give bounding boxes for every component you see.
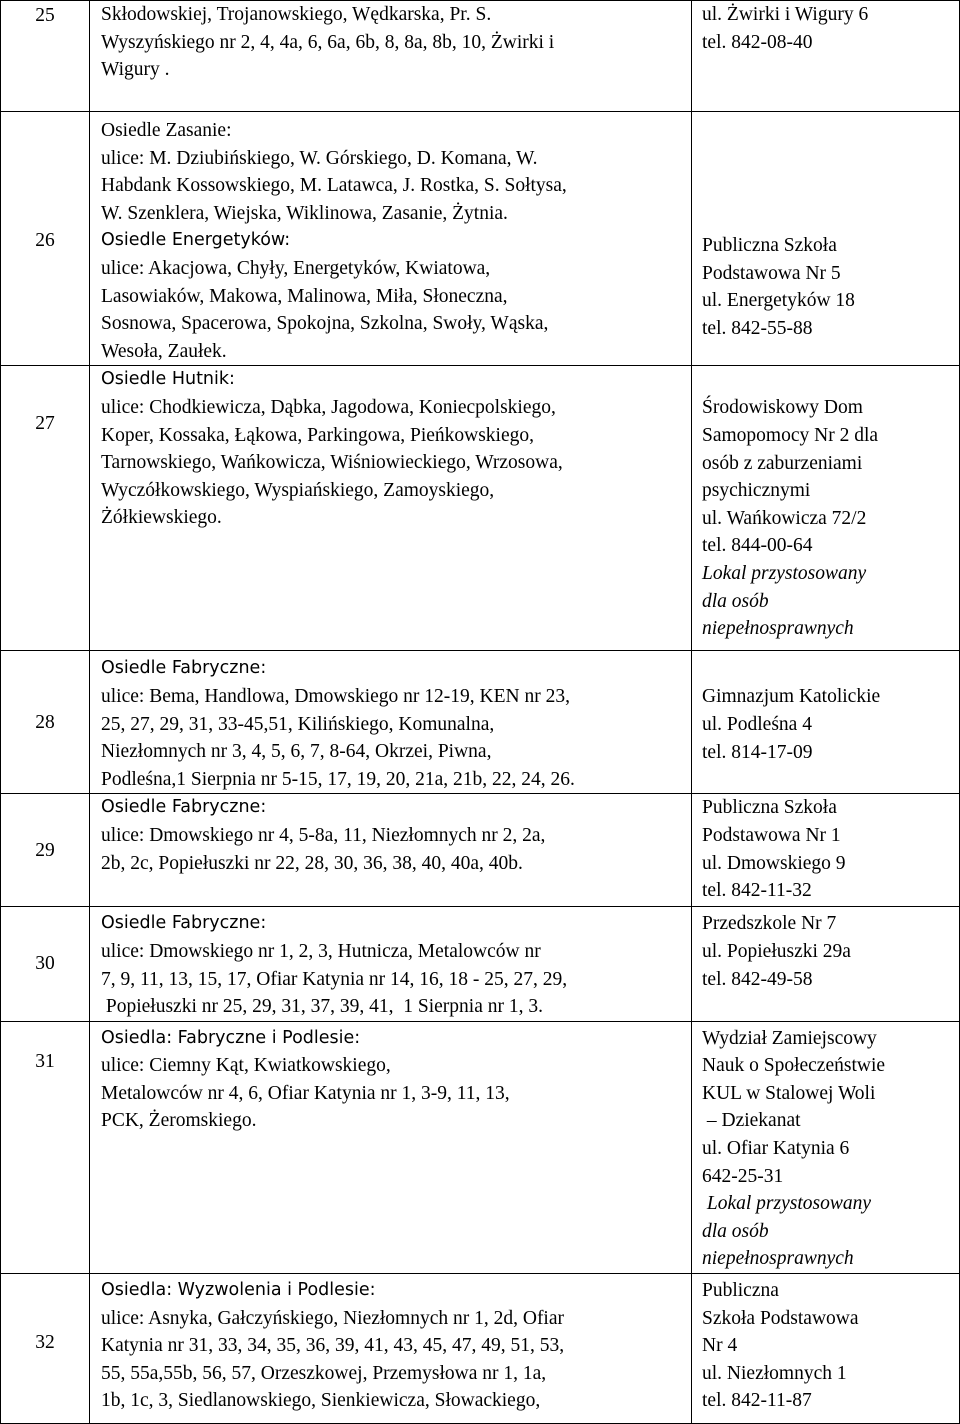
- district-heading: Osiedle Energetyków:: [101, 230, 291, 251]
- street-line: PCK, Żeromskiego.: [101, 1110, 257, 1132]
- streets-cell: [90, 1274, 692, 1424]
- street-line: ulice: Chodkiewicza, Dąbka, Jagodowa, Koniecpolskiego,: [101, 396, 556, 418]
- institution-line: tel. 842-11-87: [702, 1390, 812, 1412]
- institution-line: tel. 842-55-88: [702, 317, 813, 339]
- institution-cell: [692, 1274, 960, 1424]
- institution-line: Podstawowa Nr 5: [702, 262, 841, 284]
- accessibility-note: niepełnosprawnych: [702, 618, 854, 640]
- row-number: [1, 112, 90, 366]
- institution-line: ul. Dmowskiego 9: [702, 852, 846, 874]
- street-line: Lasowiaków, Makowa, Malinowa, Miła, Słoneczna,: [101, 285, 508, 307]
- row-number-text: 27: [35, 413, 55, 435]
- institution-line: tel. 842-11-32: [702, 880, 812, 902]
- street-line: 55, 55a,55b, 56, 57, Orzeszkowej, Przemysłowa nr 1, 1a,: [101, 1362, 547, 1384]
- district-heading: Osiedla: Wyzwolenia i Podlesie:: [101, 1280, 376, 1301]
- institution-cell: [692, 1, 960, 112]
- table-row: [1, 794, 960, 907]
- row-number-text: 25: [35, 5, 55, 26]
- institution-line: Publiczna Szkoła: [702, 797, 837, 819]
- street-line: 25, 27, 29, 31, 33-45,51, Kilińskiego, Komunalna,: [101, 713, 495, 735]
- row-number-text: 26: [35, 230, 55, 251]
- streets-cell: [90, 112, 692, 366]
- institution-cell: [692, 651, 960, 794]
- street-line: Wyszyńskiego nr 2, 4, 4a, 6, 6a, 6b, 8, 8a, 8b, 10, Żwirki i: [101, 31, 555, 53]
- district-heading: Osiedle Fabryczne:: [101, 913, 267, 934]
- row-number-text: 31: [35, 1050, 55, 1072]
- institution-line: Nr 4: [702, 1335, 738, 1357]
- institution-line: Publiczna: [702, 1280, 779, 1302]
- street-line: Tarnowskiego, Wańkowicza, Wiśniowieckiego, Wrzosowa,: [101, 452, 563, 474]
- street-line: ulice: Ciemny Kąt, Kwiatkowskiego,: [101, 1055, 391, 1077]
- institution-line: ul. Podleśna 4: [702, 713, 812, 735]
- institution-line: ul. Ofiar Katynia 6: [702, 1138, 850, 1160]
- table-row: [1, 651, 960, 794]
- street-line: Żółkiewskiego.: [101, 507, 222, 529]
- streets-cell: [90, 907, 692, 1021]
- accessibility-note: dla osób: [702, 590, 769, 612]
- institution-cell: [692, 794, 960, 907]
- street-line: Niezłomnych nr 3, 4, 5, 6, 7, 8-64, Okrzei, Piwna,: [101, 741, 492, 763]
- institution-line: ul. Żwirki i Wigury 6: [702, 4, 869, 25]
- street-line: Podleśna,1 Sierpnia nr 5-15, 17, 19, 20, 21a, 21b, 22, 24, 26.: [101, 768, 575, 790]
- row-number-text: 30: [35, 953, 55, 975]
- institution-line: KUL w Stalowej Woli: [702, 1082, 876, 1104]
- street-line: ulice: Dmowskiego nr 1, 2, 3, Hutnicza, Metalowców nr: [101, 940, 541, 962]
- institution-line: tel. 842-49-58: [702, 968, 813, 990]
- street-line: 2b, 2c, Popiełuszki nr 22, 28, 30, 36, 38, 40, 40a, 40b.: [101, 852, 523, 874]
- institution-line: tel. 844-00-64: [702, 535, 813, 557]
- street-line: ulice: Dmowskiego nr 4, 5-8a, 11, Niezłomnych nr 2, 2a,: [101, 824, 546, 846]
- streets-cell: [90, 794, 692, 907]
- row-number: [1, 366, 90, 651]
- accessibility-note: Lokal przystosowany: [702, 1193, 872, 1215]
- institution-cell: [692, 907, 960, 1021]
- street-line: Koper, Kossaka, Łąkowa, Parkingowa, Pieńkowskiego,: [101, 424, 535, 446]
- institution-line: Szkoła Podstawowa: [702, 1307, 859, 1329]
- institution-cell: [692, 366, 960, 651]
- institution-line: Nauk o Społeczeństwie: [702, 1055, 886, 1077]
- table-row: [1, 1274, 960, 1424]
- street-line: Popiełuszki nr 25, 29, 31, 37, 39, 41, 1 Sierpnia nr 1, 3.: [101, 996, 543, 1018]
- row-number: [1, 1, 90, 112]
- institution-cell: [692, 112, 960, 366]
- street-line: Habdank Kossowskiego, M. Latawca, J. Rostka, S. Sołtysa,: [101, 175, 567, 197]
- district-heading: Osiedle Hutnik:: [101, 369, 235, 390]
- institution-line: Podstawowa Nr 1: [702, 824, 841, 846]
- institution-line: ul. Niezłomnych 1: [702, 1362, 847, 1384]
- street-line: Wyczółkowskiego, Wyspiańskiego, Zamoyskiego,: [101, 479, 495, 501]
- institution-line: ul. Popiełuszki 29a: [702, 940, 851, 962]
- institution-line: Gimnazjum Katolickie: [702, 686, 881, 708]
- street-line: 1b, 1c, 3, Siedlanowskiego, Sienkiewicza, Słowackiego,: [101, 1390, 541, 1412]
- table-row: [1, 1, 960, 112]
- institution-line: – Dziekanat: [702, 1110, 801, 1132]
- institution-line: psychicznymi: [702, 480, 811, 502]
- streets-cell: [90, 366, 692, 651]
- streets-cell: [90, 1, 692, 112]
- streets-cell: [90, 651, 692, 794]
- street-line: Sosnowa, Spacerowa, Spokojna, Szkolna, Swoły, Wąska,: [101, 313, 549, 335]
- district-heading: Osiedle Fabryczne:: [101, 797, 267, 818]
- institution-line: 642-25-31: [702, 1165, 784, 1187]
- street-line: 7, 9, 11, 13, 15, 17, Ofiar Katynia nr 14, 16, 18 - 25, 27, 29,: [101, 968, 568, 990]
- table-row: [1, 1021, 960, 1273]
- table-row: [1, 112, 960, 366]
- street-line: ulice: Bema, Handlowa, Dmowskiego nr 12-19, KEN nr 23,: [101, 685, 570, 707]
- street-line: Katynia nr 31, 33, 34, 35, 36, 39, 41, 43, 45, 47, 49, 51, 53,: [101, 1335, 565, 1357]
- streets-cell: [90, 1021, 692, 1273]
- district-heading: Osiedla: Fabryczne i Podlesie:: [101, 1027, 361, 1048]
- institution-line: tel. 842-08-40: [702, 31, 813, 53]
- institution-line: Wydział Zamiejscowy: [702, 1027, 877, 1049]
- street-line: Skłodowskiej, Trojanowskiego, Wędkarska, Pr. S.: [101, 4, 492, 25]
- row-number-text: 32: [35, 1332, 55, 1354]
- institution-line: Publiczna Szkoła: [702, 235, 837, 256]
- street-line: Wigury .: [101, 59, 170, 81]
- accessibility-note: Lokal przystosowany: [702, 562, 867, 584]
- row-number: [1, 651, 90, 794]
- row-number: [1, 794, 90, 907]
- accessibility-note: dla osób: [702, 1220, 769, 1242]
- table-row: [1, 907, 960, 1021]
- institution-line: ul. Energetyków 18: [702, 290, 855, 312]
- row-number: [1, 907, 90, 1021]
- institution-line: Środowiskowy Dom: [702, 397, 863, 419]
- institution-line: ul. Wańkowicza 72/2: [702, 507, 867, 529]
- row-number: [1, 1021, 90, 1273]
- row-number-text: 28: [35, 711, 55, 733]
- street-line: ulice: M. Dziubińskiego, W. Górskiego, D. Komana, W.: [101, 147, 538, 169]
- accessibility-note: niepełnosprawnych: [702, 1248, 854, 1270]
- institution-line: osób z zaburzeniami: [702, 452, 863, 474]
- institution-cell: [692, 1021, 960, 1273]
- street-line: Metalowców nr 4, 6, Ofiar Katynia nr 1, 3-9, 11, 13,: [101, 1082, 510, 1104]
- district-heading: Osiedle Fabryczne:: [101, 658, 267, 679]
- street-line: Wesoła, Zaułek.: [101, 340, 227, 362]
- row-number: [1, 1274, 90, 1424]
- institution-line: Przedszkole Nr 7: [702, 913, 837, 935]
- institution-line: tel. 814-17-09: [702, 741, 813, 763]
- district-heading: Osiedle Zasanie:: [101, 120, 232, 141]
- street-line: ulice: Asnyka, Gałczyńskiego, Niezłomnych nr 1, 2d, Ofiar: [101, 1307, 565, 1329]
- street-line: W. Szenklera, Wiejska, Wiklinowa, Zasanie, Żytnia.: [101, 202, 508, 224]
- row-number-text: 29: [35, 839, 55, 861]
- street-line: ulice: Akacjowa, Chyły, Energetyków, Kwiatowa,: [101, 257, 491, 279]
- table-row: [1, 366, 960, 651]
- institution-line: Samopomocy Nr 2 dla: [702, 424, 879, 446]
